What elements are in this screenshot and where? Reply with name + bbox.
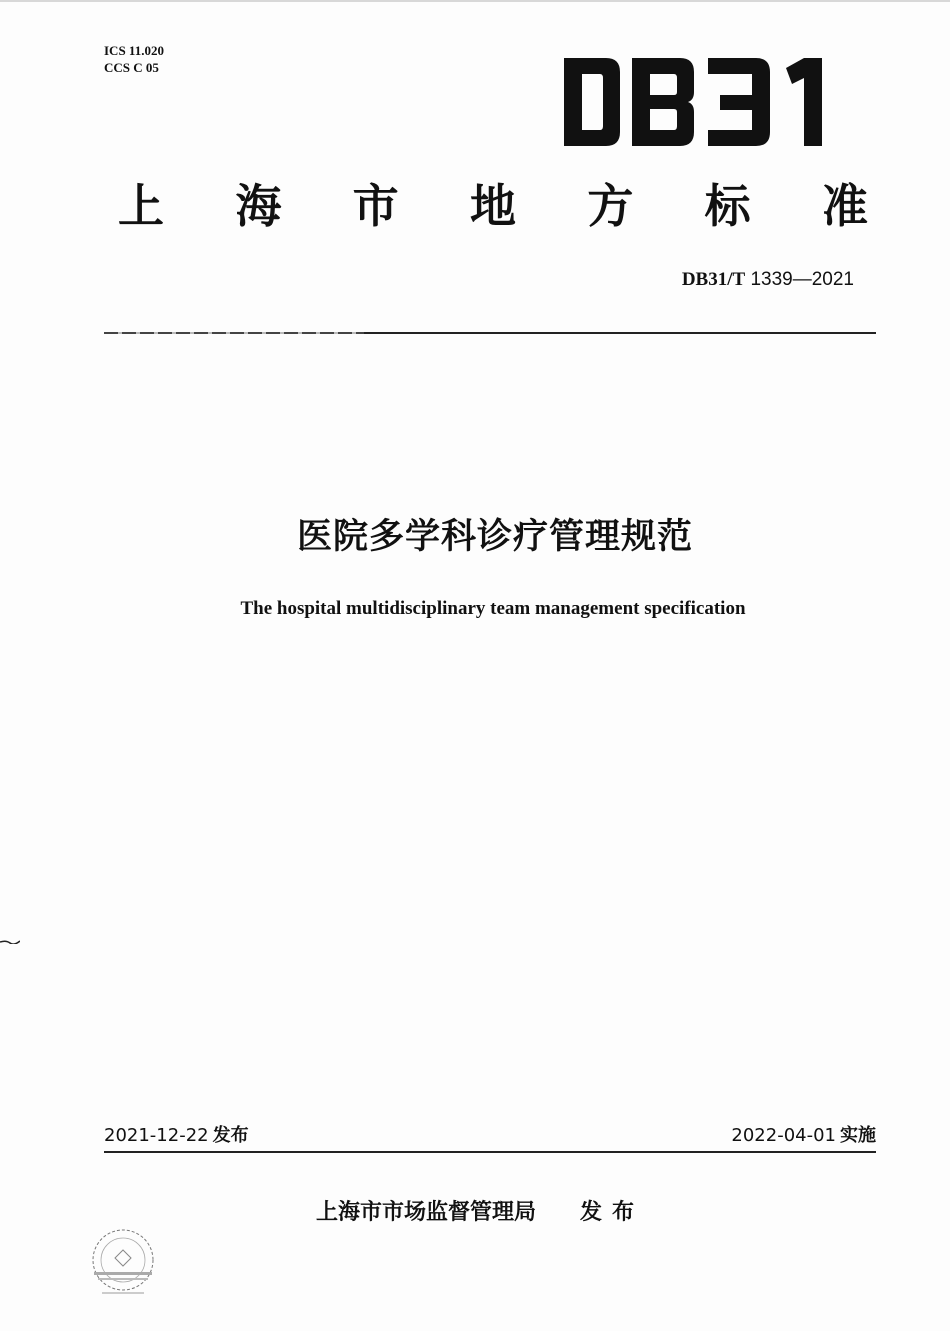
implementation-date-line [731,1124,876,1148]
issue-date: 2021-12-22 [104,1125,209,1146]
implementation-label: 实施 [840,1125,876,1146]
heading-char: 上 [118,179,164,233]
heading-char: 方 [587,179,634,233]
ccs-code: CCS C 05 [104,60,159,75]
issue-label: 发布 [212,1125,249,1146]
top-divider-dashed-segment [104,332,364,334]
margin-mark [0,940,20,944]
issuer-name: 上海市市场监督管理局 [316,1200,537,1225]
top-edge-line [0,0,950,2]
heading-char: 市 [352,179,399,233]
heading-char: 标 [704,179,751,233]
heading-char: 海 [235,179,282,233]
bottom-divider [104,1151,876,1153]
db31-logo [560,52,828,152]
issue-date-line [104,1124,249,1148]
standard-number-suffix: 1339—2021 [745,269,854,290]
heading-char: 准 [821,179,868,233]
document-title-english: The hospital multidisciplinary team management specification [240,598,746,619]
heading-char: 地 [469,179,516,233]
distributor-stamp-icon [82,1222,164,1308]
standard-type-heading [118,178,868,234]
issuer-verb: 发布 [580,1200,645,1225]
implementation-date: 2022-04-01 [731,1125,836,1146]
ics-code: ICS 11.020 [104,43,164,58]
issuing-authority [316,1199,644,1227]
classification-codes [104,42,164,76]
standard-number [682,268,854,292]
document-title-chinese: 医院多学科诊疗管理规范 [296,517,693,557]
standard-number-prefix: DB31/T [681,269,746,290]
